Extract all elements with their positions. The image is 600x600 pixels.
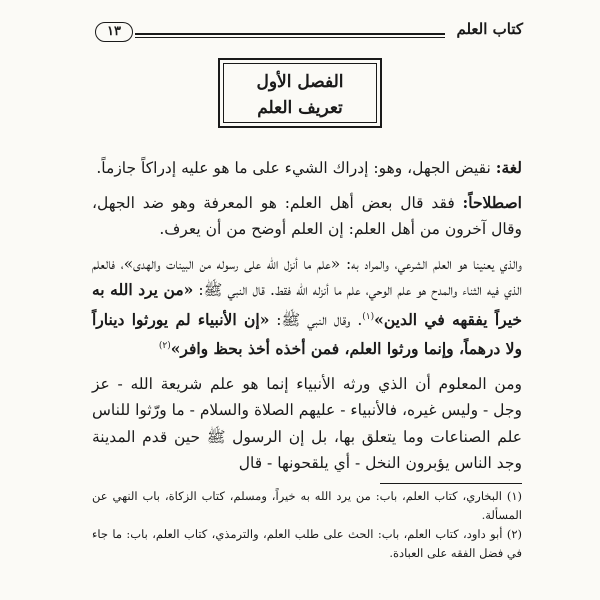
running-header xyxy=(95,20,523,46)
paragraph-text: . وقال النبي ﷺ: xyxy=(269,310,363,329)
paragraph-text: والذي يعنينا هو العلم الشرعي، والمراد به: «علم ما أنزل الله على رسوله من البينات والهدى»، فالعلم الذي فيه الثناء والمدح هو علم الوحي، علم ما أنزله الله فقط. قال النبي ﷺ: xyxy=(92,254,522,299)
header-rule-thin xyxy=(135,37,445,38)
term-technical: اصطلاحاً: xyxy=(462,192,522,212)
footnote-ref[interactable]: (١) xyxy=(362,311,375,322)
footnote-ref[interactable]: (٢) xyxy=(158,341,171,352)
term-linguistic: لغة: xyxy=(495,158,522,177)
footnotes xyxy=(92,487,522,563)
body-text xyxy=(92,155,522,477)
hadith-quote: «إن الأنبياء لم يورثوا ديناراً ولا درهماً، وإنما ورثوا العلم، فمن أخذه أخذ بحظ وافر» xyxy=(92,309,522,359)
footnote-1: (١) البخاري، كتاب العلم، باب: من يرد الله به خيراً، ومسلم، كتاب الزكاة، باب النهي عن المسألة. xyxy=(92,489,522,522)
paragraph-sharia-knowledge xyxy=(92,251,522,363)
paragraph-text: نقيض الجهل، وهو: إدراك الشيء على ما هو عليه إدراكاً جازماً. xyxy=(96,159,496,177)
chapter-title-box xyxy=(218,58,382,128)
paragraph-text: فقد قال بعض أهل العلم: هو المعرفة وهو ضد الجهل، وقال آخرون من أهل العلم: إن العلم أوضح من أن يعرف. xyxy=(92,193,522,238)
header-title: كتاب العلم xyxy=(456,20,523,38)
page-number: ١٣ xyxy=(95,22,133,42)
hadith-quote: «من يرد الله به خيراً يفقهه في الدين» xyxy=(92,280,522,329)
paragraph-linguistic xyxy=(92,155,522,182)
chapter-subheading: تعريف العلم xyxy=(257,98,343,118)
footnote-2: (٢) أبو داود، كتاب العلم، باب: الحث على طلب العلم، والترمذي، كتاب العلم، باب: ما جاء في فضل الفقه على العبادة. xyxy=(92,527,522,560)
chapter-heading: الفصل الأول xyxy=(256,72,344,92)
chapter-title-inner xyxy=(223,63,377,123)
paragraph-inheritance: ومن المعلوم أن الذي ورثه الأنبياء إنما هو علم شريعة الله - عز وجل - وليس غيره، فالأنبياء - عليهم الصلاة والسلام - ما ورّثوا للناس علم الصناعات وما يتعلق بها، بل إن الرسول ﷺ حين قدم المدينة وجد الناس يؤبرون النخل - أي يلقحونها - قال xyxy=(92,374,522,473)
paragraph-technical xyxy=(92,190,522,243)
footnote-divider xyxy=(380,483,522,484)
header-rule xyxy=(135,33,445,35)
